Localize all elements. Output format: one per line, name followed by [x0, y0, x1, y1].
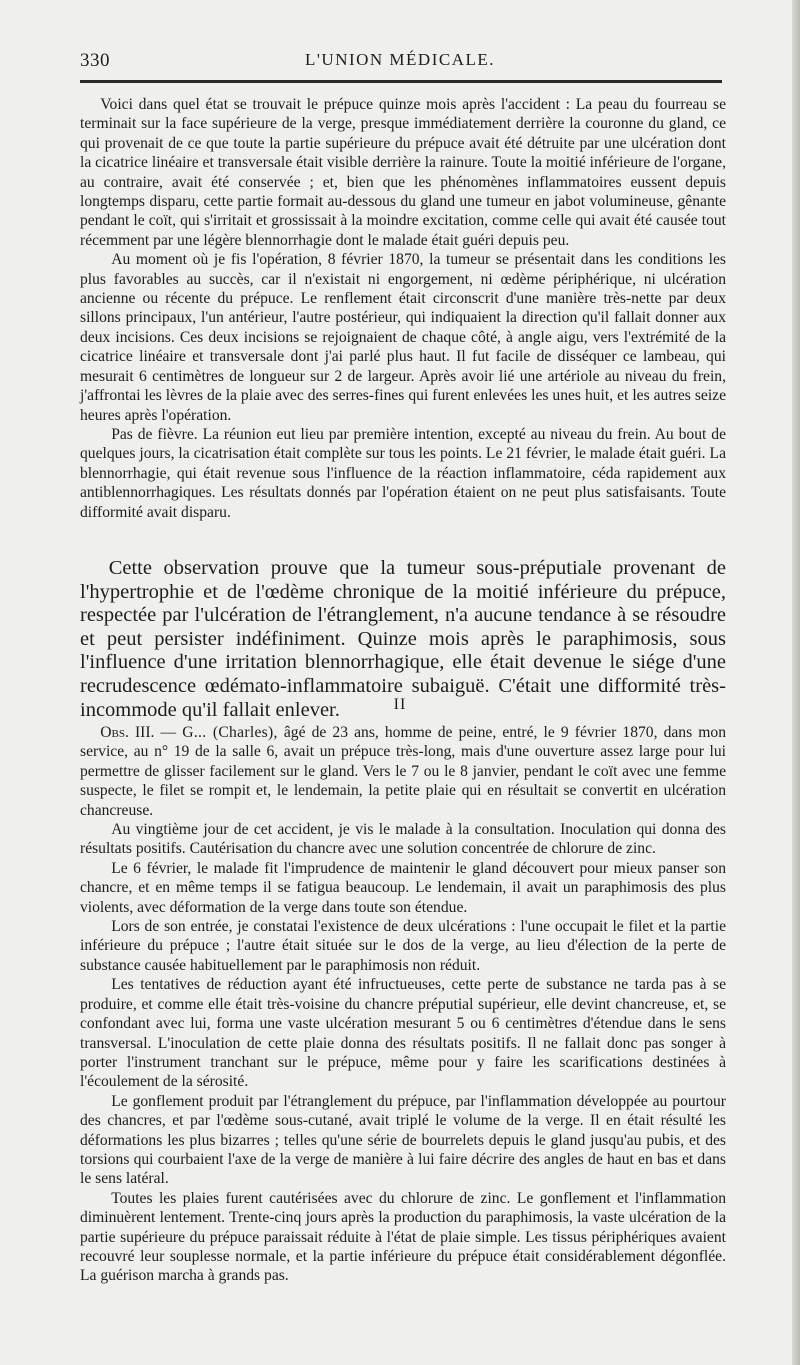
page-edge [792, 0, 800, 1365]
paragraph: Voici dans quel état se trouvait le prépuce quinze mois après l'accident : La peau du fourreau se terminait sur la face supérieure de la verge, presque immédiatement derrière la couronne du gland, ce qui provenait de ce que toute la partie supérieure du prépuce avait été détruite par une ulcération dont la cicatrice linéaire et transversale était visible derrière la rainure. Toute la moitié inférieure de l'organe, au contraire, avait été conservée ; et, bien que les phénomènes inflammatoires eussent depuis longtemps disparu, cette partie formait au-dessous du gland une tumeur en jabot volumineuse, gênante pendant le coït, qui s'irritait et grossissait à la moindre excitation, comme celle qui avait été causée tout récemment par une légère blennorrhagie dont le malade était guéri depuis peu. [80, 96, 726, 249]
patient-name: G... (Charles), [182, 724, 278, 741]
page-number: 330 [80, 50, 110, 71]
section-numeral: II [393, 696, 407, 713]
observation-opening [80, 723, 726, 820]
page-header [80, 46, 720, 76]
paragraph: Pas de fièvre. La réunion eut lieu par première intention, excepté au niveau du frein. Au bout de quelques jours, la cicatrisation était complète sur tous les points. Le 21 février, le malade était guéri. La blennorrhagie, qui était revenue sous l'influence de la réaction inflammatoire, céda rapidement aux antiblennorrhagiques. Les résultats donnés par l'opération étaient on ne peut plus satisfaisants. Toute difformité avait disparu. [80, 425, 726, 521]
observation-text-section-1 [80, 95, 726, 522]
observation-label: Obs. III. — [100, 724, 177, 741]
paragraph: Le 6 février, le malade fit l'imprudence de maintenir le gland découvert pour mieux panser son chancre, et en même temps il se fatigua beaucoup. Le lendemain, il avait un paraphimosis des plus violents, avec déformation de la verge dans toute son étendue. [80, 859, 726, 916]
running-title: L'UNION MÉDICALE. [304, 50, 496, 69]
paragraph: Lors de son entrée, je constatai l'existence de deux ulcérations : l'une occupait le filet et la partie inférieure du prépuce ; l'autre était située sur le dos de la verge, au lieu d'élection de la perte de substance causée habituellement par le paraphimosis non réduit. [80, 918, 726, 974]
conclusion-paragraph: Cette observation prouve que la tumeur sous-préputiale provenant de l'hypertrophie et de l'œdème chronique de la moitié inférieure du prépuce, respectée par l'ulcération de l'étranglement, n'a aucune tendance à se résoudre et peut persister indéfiniment. Quinze mois après le paraphimosis, sous l'influence d'une irritation blennorrhagique, elle était devenue le siége d'une recrudescence œdémato-inflammatoire subaiguë. C'était une difformité très-incommode qu'il fallait enlever. [80, 557, 726, 721]
paragraph: Au moment où je fis l'opération, 8 février 1870, la tumeur se présentait dans les conditions les plus favorables au succès, car il n'existait ni engorgement, ni œdème périphérique, ni ulcération ancienne ou récente du prépuce. Le renflement était circonscrit d'une manière très-nette par deux sillons principaux, l'un antérieur, l'autre postérieur, qui indiquaient la direction qu'il fallait donner aux deux incisions. Ces deux incisions se rejoignaient de chaque côté, à angle aigu, vers l'extrémité de la cicatrice linéaire et transversale dont j'ai parlé plus haut. Il fut facile de disséquer ce lambeau, qui mesurait 6 centimètres de longueur sur 2 de largeur. Après avoir lié une artériole au niveau du frein, j'affrontai les lèvres de la plaie avec des serres-fines qui furent enlevées les unes huit, et les autres seize heures après l'opération. [80, 251, 726, 424]
paragraph: Le gonflement produit par l'étranglement du prépuce, par l'inflammation développée au pourtour des chancres, et par l'œdème sous-cutané, avait triplé le volume de la verge. Il en était résulté les déformations les plus bizarres ; telles qu'une série de bourrelets depuis le gland jusqu'au pubis, et des torsions qui courbaient l'axe de la verge de manière à lui faire décrire des angles de haut en bas et dans le sens latéral. [80, 1092, 726, 1188]
paragraph: Les tentatives de réduction ayant été infructueuses, cette perte de substance ne tarda pas à se produire, et comme elle était très-voisine du chancre préputial supérieur, elle devint chancreuse, et, se confondant avec lui, forma une vaste ulcération mesurant 5 ou 6 centimètres d'étendue dans le sens transversal. L'inoculation de cette plaie donna des résultats positifs. Il ne fallait donc pas songer à porter l'instrument tranchant sur le prépuce, même pour y faire les scarifications destinées à l'écoulement de la sérosité. [80, 976, 726, 1091]
paragraph: Au vingtième jour de cet accident, je vis le malade à la consultation. Inoculation qui donna des résultats positifs. Cautérisation du chancre avec une solution concentrée de chlorure de zinc. [80, 821, 726, 858]
header-rule [80, 80, 722, 83]
paragraph: Toutes les plaies furent cautérisées avec du chlorure de zinc. Le gonflement et l'inflammation diminuèrent lentement. Trente-cinq jours après la production du paraphimosis, la vaste ulcération de la partie supérieure du prépuce paraissait réduite à l'état de plaie simple. Les tissus périphériques avaient recouvré leur souplesse normale, et la partie inférieure du prépuce était considérablement dégonflée. La guérison marcha à grands pas. [80, 1189, 726, 1285]
observation-opening-text: âgé de 23 ans, homme de peine, entré, le 9 février 1870, dans mon service, au n° 19 de la salle 6, avait un prépuce très-long, mais d'une ouverture assez large pour lui permettre de glisser facilement sur le gland. Vers le 7 ou le 8 janvier, pendant le coït avec une femme suspecte, le filet se rompit et, le lendemain, la petite plaie qui en résultait se convertit en ulcération chancreuse. [80, 724, 726, 819]
observation-text-section-2 [80, 723, 726, 1286]
